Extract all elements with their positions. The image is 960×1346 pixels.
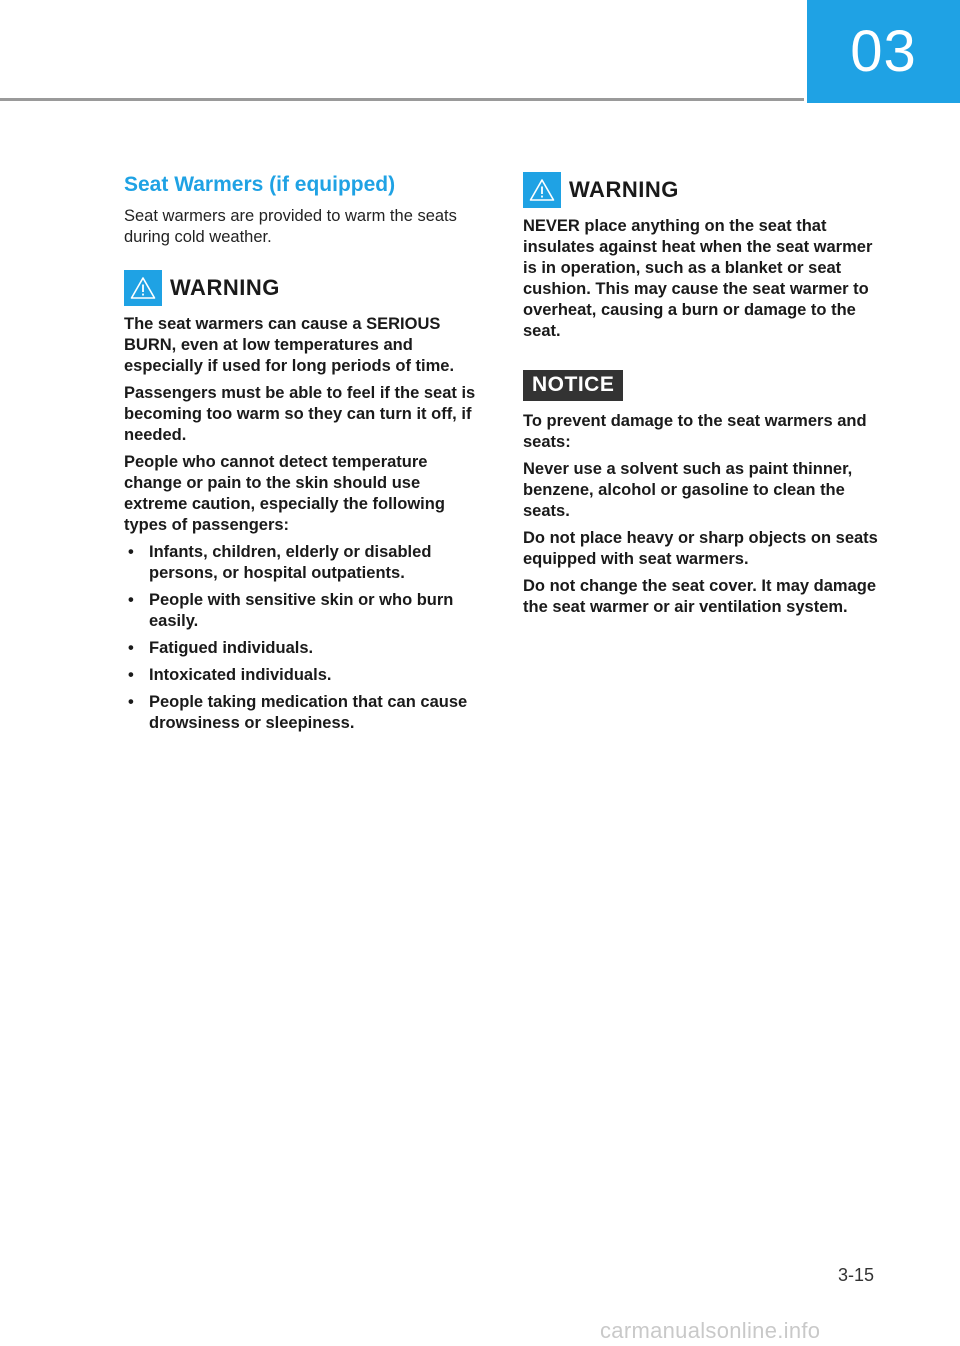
chapter-tab: [807, 0, 960, 103]
warning-title: WARNING: [569, 177, 679, 202]
warning-triangle-icon: [523, 172, 561, 208]
bullet-dot: •: [128, 543, 134, 561]
notice-paragraph: Do not place heavy or sharp objects on seats equipped with seat warmers.: [523, 529, 878, 568]
bullet-dot: •: [128, 693, 134, 711]
chapter-number: 03: [850, 19, 917, 84]
list-item-text: People with sensitive skin or who burn easily.: [149, 591, 454, 630]
warning-title: WARNING: [170, 275, 280, 300]
notice-paragraph: Never use a solvent such as paint thinner, benzene, alcohol or gasoline to clean the seats.: [523, 460, 853, 520]
left-column: [124, 170, 484, 740]
header-rule: [0, 98, 804, 101]
section-title: Seat Warmers (if equipped): [124, 173, 396, 196]
warning-paragraph: Passengers must be able to feel if the seat is becoming too warm so they can turn it off, if needed.: [124, 384, 476, 444]
notice-paragraph: Do not change the seat cover. It may damage the seat warmer or air ventilation system.: [523, 577, 877, 616]
passenger-list: [124, 542, 484, 734]
intro-text: Seat warmers are provided to warm the seats during cold weather.: [124, 207, 457, 246]
list-item: [124, 590, 484, 632]
list-item-text: Infants, children, elderly or disabled persons, or hospital outpatients.: [149, 543, 432, 582]
bullet-dot: •: [128, 666, 134, 684]
page-number: 3-15: [838, 1265, 875, 1285]
list-item-text: Intoxicated individuals.: [149, 666, 332, 684]
list-item: [124, 638, 484, 659]
warning-heading: [124, 270, 484, 306]
right-column: [523, 172, 885, 624]
warning-paragraph: People who cannot detect temperature change or pain to the skin should use extreme caution, especially the following types of passengers:: [124, 453, 445, 534]
list-item: [124, 692, 484, 734]
bullet-dot: •: [128, 639, 134, 657]
notice-label: NOTICE: [523, 370, 623, 401]
bullet-dot: •: [128, 591, 134, 609]
watermark: carmanualsonline.info: [600, 1318, 821, 1343]
notice-paragraph: To prevent damage to the seat warmers and seats:: [523, 412, 867, 451]
warning-paragraph: The seat warmers can cause a SERIOUS BURN, even at low temperatures and especially if used for long periods of time.: [124, 315, 455, 375]
list-item: [124, 542, 484, 584]
warning-heading: [523, 172, 885, 208]
list-item-text: People taking medication that can cause drowsiness or sleepiness.: [149, 693, 468, 732]
list-item-text: Fatigued individuals.: [149, 639, 314, 657]
warning-triangle-icon: [124, 270, 162, 306]
warning-paragraph: NEVER place anything on the seat that insulates against heat when the seat warmer is in operation, such as a blanket or seat cushion. This may cause the seat warmer to overheat, causing a burn or damage to the seat.: [523, 217, 873, 340]
list-item: [124, 665, 484, 686]
